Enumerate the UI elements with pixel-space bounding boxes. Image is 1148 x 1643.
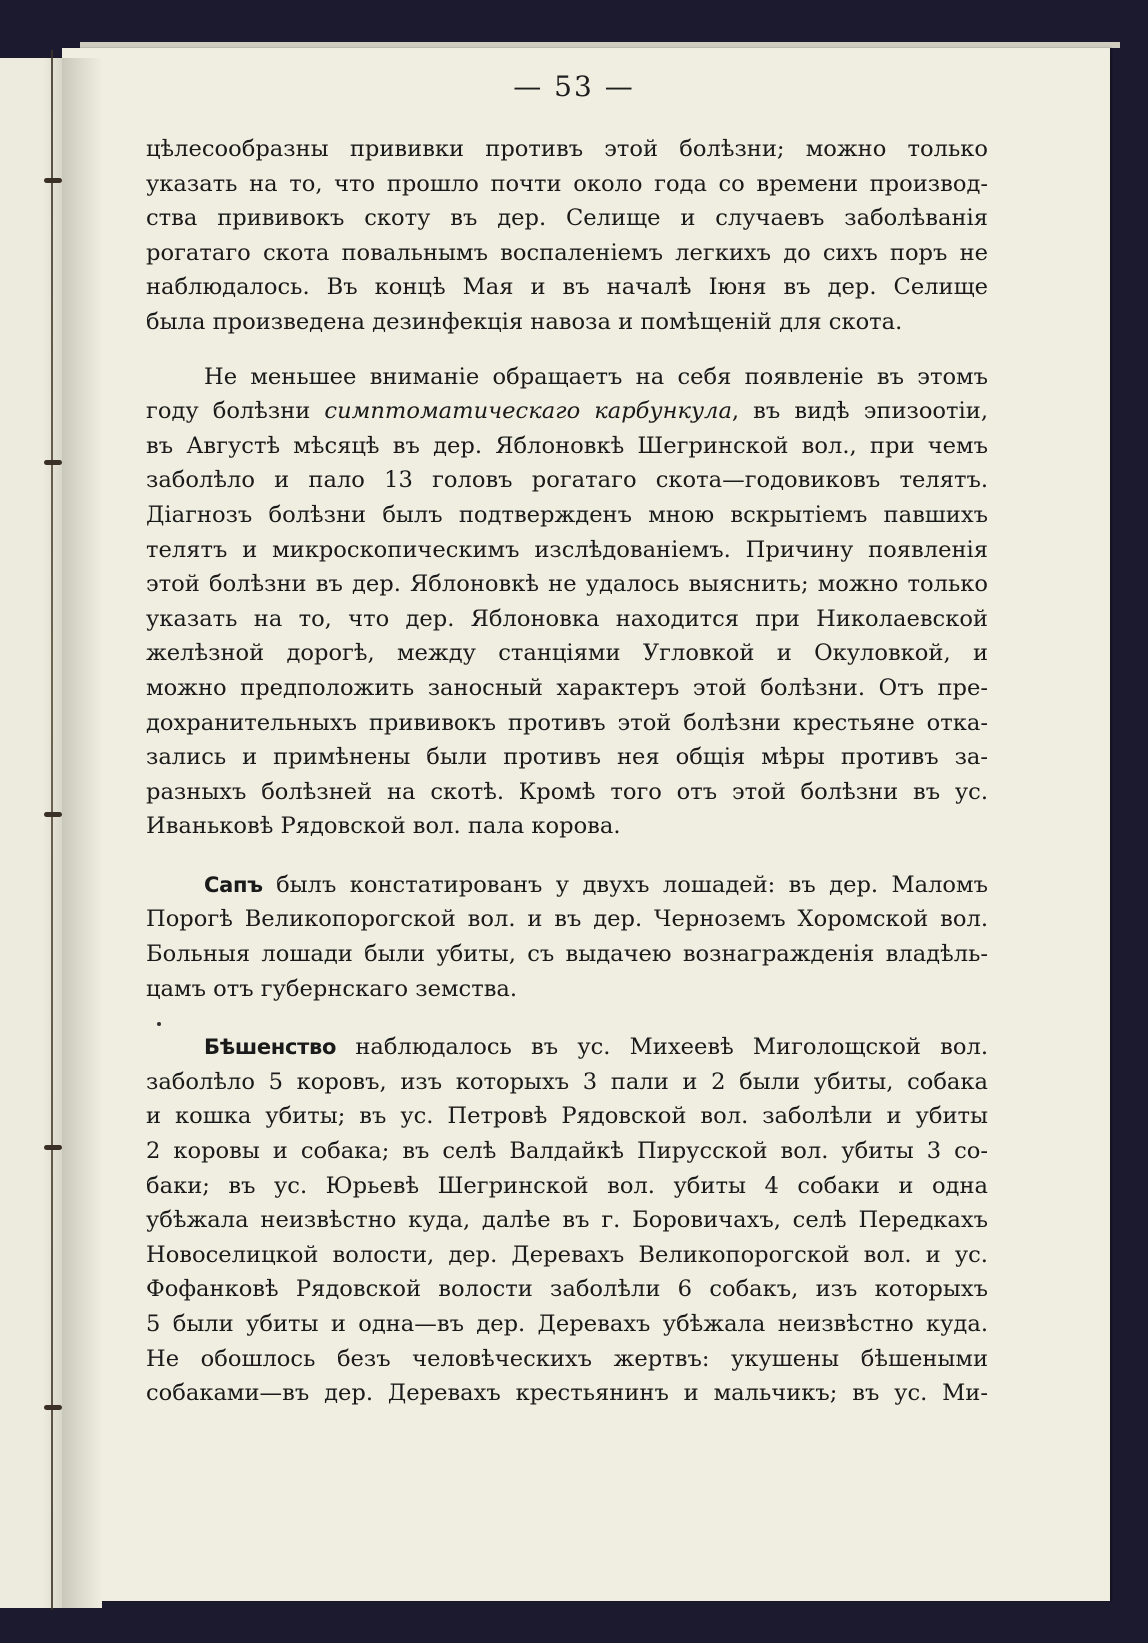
text-line: указать на то, что дер. Яблоновка находится при Николаевской <box>146 605 988 632</box>
gutter-shadow <box>62 58 102 1608</box>
text-line: Порогѣ Великопорогской вол. и въ дер. Черноземъ Хоромской вол. <box>146 906 988 933</box>
text-line: Не меньшее вниманіе обращаетъ на себя появленіе въ этомъ <box>204 363 988 390</box>
text-run: году болѣзни <box>146 398 325 425</box>
ink-speck <box>157 1022 161 1026</box>
text-line: ства прививокъ скоту въ дер. Селище и случаевъ заболѣванія <box>146 205 988 232</box>
text-line: цамъ отъ губернскаго земства. <box>146 975 518 1002</box>
text-line: Больныя лошади были убиты, съ выдачею вознагражденія владѣль- <box>146 941 988 968</box>
binding-stitch <box>44 812 62 817</box>
body-text <box>146 132 988 1411</box>
text-line: указать на то, что прошло почти около года со времени производ- <box>146 170 988 197</box>
text-line: желѣзной дорогѣ, между станціями Угловкой и Окуловкой, и <box>146 640 988 667</box>
text-line: Новоселицкой волости, дер. Деревахъ Великопорогской вол. и ус. <box>146 1241 988 1268</box>
paragraph-continuation <box>146 132 988 340</box>
text-line: 5 были убиты и одна—въ дер. Деревахъ убѣжала неизвѣстно куда. <box>146 1311 988 1337</box>
paragraph-rabies <box>146 1030 988 1411</box>
binding-stitch <box>44 460 62 465</box>
text-line: Не обошлось безъ человѣческихъ жертвъ: укушены бѣшеными <box>146 1345 988 1372</box>
section-heading: Сапъ <box>204 872 263 897</box>
text-line: была произведена дезинфекція навоза и помѣщеній для скота. <box>146 308 903 335</box>
text-line <box>146 1030 988 1065</box>
paragraph-glanders <box>146 868 988 1006</box>
binding-stitch <box>44 1145 62 1150</box>
section-heading: Бѣшенство <box>204 1035 337 1060</box>
text-line: Фофанковѣ Рядовской волости заболѣли 6 собакъ, изъ которыхъ <box>146 1276 988 1303</box>
text-line: разныхъ болѣзней на скотѣ. Кромѣ того отъ этой болѣзни въ ус. <box>146 778 988 805</box>
text-line: этой болѣзни въ дер. Яблоновкѣ не удалось выяснить; можно только <box>146 571 988 598</box>
text-line: дохранительныхъ прививокъ противъ этой болѣзни крестьяне отка- <box>146 709 988 736</box>
text-line: въ Августѣ мѣсяцѣ въ дер. Яблоновкѣ Шегринской вол., при чемъ <box>146 432 988 459</box>
text-line: зались и примѣнены были противъ нея общія мѣры противъ за- <box>146 744 988 771</box>
text-line: баки; въ ус. Юрьевѣ Шегринской вол. убиты 4 собаки и одна <box>146 1172 988 1199</box>
text-line: заболѣло 5 коровъ, изъ которыхъ 3 пали и 2 были убиты, собака <box>146 1068 988 1095</box>
italic-term: симптоматическаго карбункула <box>324 398 732 425</box>
text-line <box>146 394 988 429</box>
paragraph-carbuncle <box>146 360 988 844</box>
text-line: собаками—въ дер. Деревахъ крестьянинъ и мальчикъ; въ ус. Ми- <box>146 1380 988 1407</box>
text-line: наблюдалось. Въ концѣ Мая и въ началѣ Іюня въ дер. Селище <box>146 274 988 301</box>
page-number: — 53 — <box>513 70 635 103</box>
text-line: рогатаго скота повальнымъ воспаленіемъ легкихъ до сихъ поръ не <box>146 239 988 266</box>
binding-thread <box>51 50 53 1610</box>
text-line: заболѣло и пало 13 головъ рогатаго скота—годовиковъ телятъ. <box>146 467 988 494</box>
text-line: цѣлесообразны прививки противъ этой болѣзни; можно только <box>146 136 988 162</box>
text-run: , въ видѣ эпизоотіи, <box>731 398 988 425</box>
text-line: и кошка убиты; въ ус. Петровѣ Рядовской вол. заболѣли и убиты <box>146 1103 988 1130</box>
text-line <box>146 868 988 903</box>
binding-stitch <box>44 1405 62 1410</box>
text-line: убѣжала неизвѣстно куда, далѣе въ г. Боровичахъ, селѣ Передкахъ <box>146 1207 988 1234</box>
text-line: Діагнозъ болѣзни былъ подтвержденъ мною вскрытіемъ павшихъ <box>146 501 988 528</box>
text-run: наблюдалось въ ус. Михеевѣ Миголощской вол. <box>336 1034 988 1061</box>
text-line: Иваньковѣ Рядовской вол. пала корова. <box>146 813 621 840</box>
text-line: можно предположить заносный характеръ этой болѣзни. Отъ пре- <box>146 674 988 701</box>
text-run: былъ констатированъ у двухъ лошадей: въ дер. Маломъ <box>262 871 988 898</box>
text-line: 2 коровы и собака; въ селѣ Валдайкѣ Пирусской вол. убиты 3 со- <box>146 1138 988 1165</box>
text-line: телятъ и микроскопическимъ изслѣдованіемъ. Причину появленія <box>146 536 988 563</box>
binding-stitch <box>44 178 62 183</box>
